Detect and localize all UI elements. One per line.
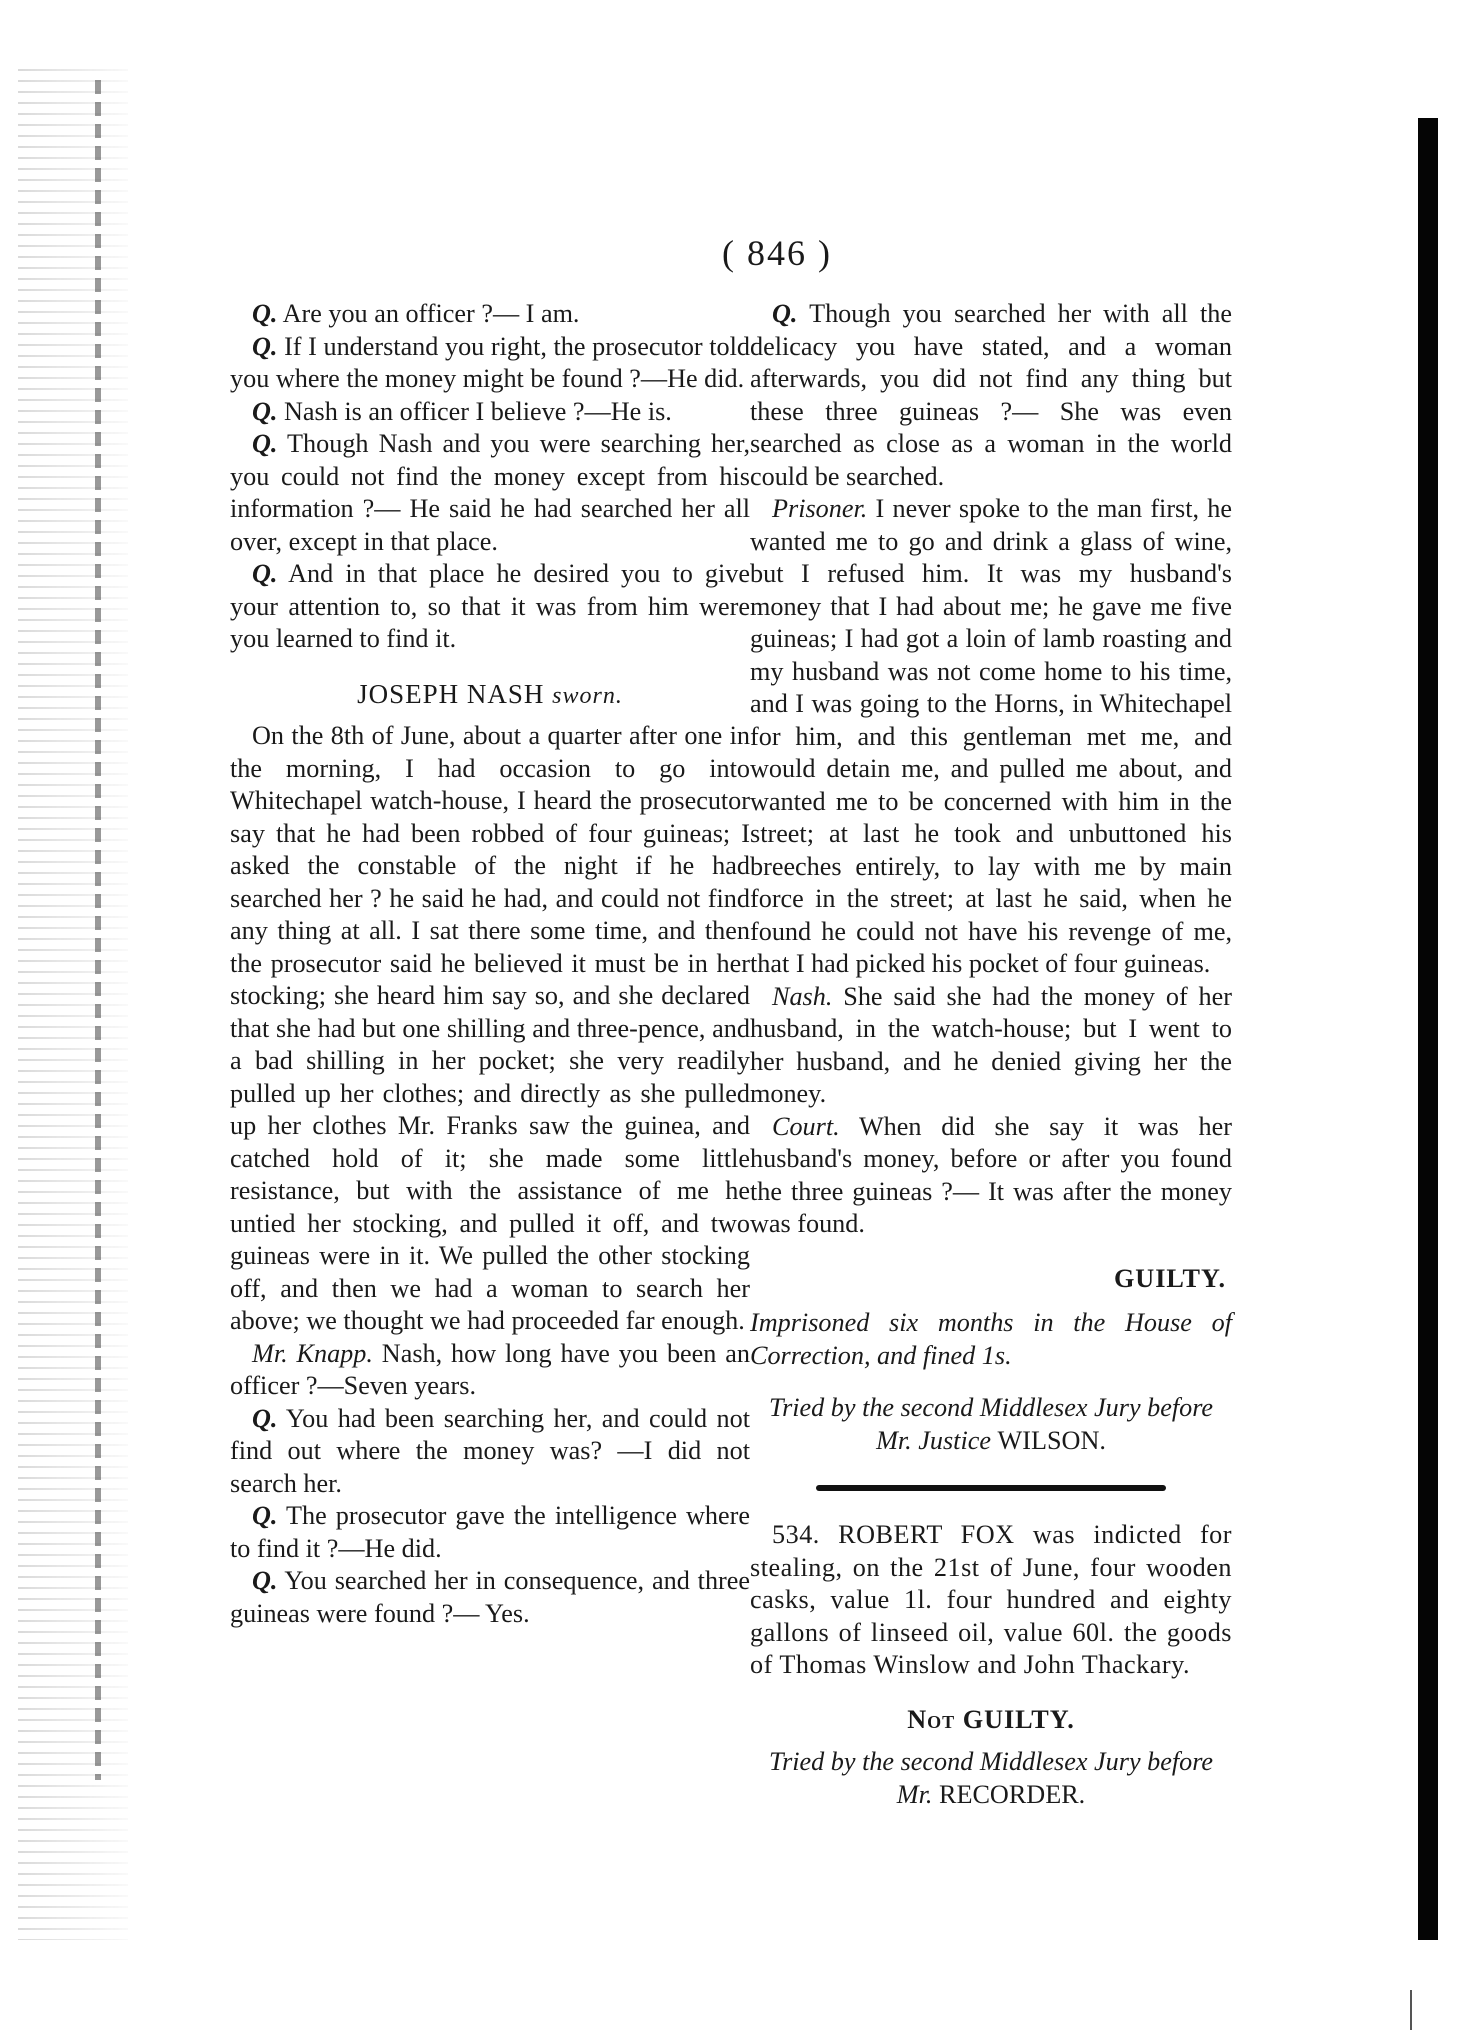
speaker-label: Nash. — [772, 981, 833, 1011]
speaker-label: Q. — [252, 429, 278, 458]
verdict-guilty: GUILTY. — [1113, 1263, 1226, 1293]
qa-text: Though Nash and you were searching her, you could not find the money except from his information ?— He said he had searched her all over, except in that place. — [230, 429, 750, 556]
case-534-text: 534. ROBERT FOX was indicted for stealing, on the 21st of June, four wooden casks, value 1l. four hundred and eighty gallons of linseed oil, value 60l. the goods of Thomas Winslow and John Thackary. — [750, 1520, 1232, 1679]
sentence-text: Imprisoned six months in the House of Correction, and fined 1s. — [750, 1308, 1232, 1370]
witness-heading — [230, 678, 750, 713]
qa-text: The prosecutor gave the intelligence where to find it ?—He did. — [230, 1501, 750, 1563]
speaker-label: Court. — [772, 1111, 840, 1141]
speaker-label: Q. — [252, 396, 278, 426]
judge-name: RECORDER. — [938, 1779, 1086, 1809]
qa-entry — [230, 558, 750, 656]
qa-block-1 — [230, 298, 750, 656]
qa-text: Though you searched her with all the delicacy you have stated, and a woman afterwards, you did not find any thing but these three guineas ?— She was even searched as close as a woman in the world could be searched. — [750, 299, 1232, 491]
qa-entry — [750, 981, 1232, 1111]
qa-block-2 — [230, 1338, 750, 1631]
qa-entry — [230, 1403, 750, 1501]
tried-by-text: Tried by the second Middlesex Jury before — [768, 1747, 1214, 1776]
qa-entry — [230, 1500, 750, 1565]
page-edge-bar — [1418, 118, 1438, 1940]
qa-entry — [750, 1111, 1232, 1241]
qa-text: When did she say it was her husband's money, before or after you found the three guineas ?— It was after the money was found. — [750, 1111, 1232, 1238]
tried-by-line — [750, 1392, 1232, 1457]
qa-text: Nash, how long have you been an officer ?—Seven years. — [230, 1338, 750, 1400]
section-divider — [816, 1485, 1166, 1491]
binding-stitch-marks — [95, 80, 101, 1780]
binding-edge-shadow — [18, 60, 128, 1940]
speaker-label: Q. — [252, 1501, 278, 1530]
qa-text: She said she had the money of her husband, in the watch-house; but I went to her husband, and he denied giving her the money. — [750, 981, 1232, 1108]
tried-by-text: Tried by the second Middlesex Jury before — [768, 1393, 1214, 1422]
qa-entry — [230, 428, 750, 558]
speaker-label: Prisoner. — [772, 494, 868, 523]
speaker-label: Q. — [252, 299, 278, 328]
speaker-label: Mr. Knapp. — [252, 1338, 373, 1368]
speaker-label: Q. — [252, 559, 278, 588]
verdict-not-guilty: Not GUILTY. — [907, 1704, 1075, 1734]
page-number: ( 846 ) — [722, 233, 832, 273]
qa-text: Nash is an officer I believe ?—He is. — [277, 396, 672, 426]
qa-text: If I understand you right, the prosecutor told you where the money might be found ?—He did. — [230, 331, 750, 393]
witness-testimony: On the 8th of June, about a quarter after one in the morning, I had occasion to go into Whitechapel watch-house, I heard the prosecutor say that he had been robbed of four guineas; I asked the constable of the night if he had searched her ? he said he had, and could not find any thing at all. I sat there some time, and then the prosecutor said he believed it must be in her stocking; she heard him say so, and she declared that she had but one shilling and three-pence, and a bad shilling in her pocket; she very readily pulled up her clothes; and directly as she pulled up her clothes Mr. Franks saw the guinea, and catched hold of it; she made some little resistance, but with the assistance of me he untied her stocking, and pulled it off, and two guineas were in it. We pulled the other stocking off, and then we had a woman to search her above; we thought we had proceeded far enough. — [230, 721, 750, 1335]
speaker-label: Q. — [252, 1403, 278, 1433]
judge-name: WILSON. — [997, 1425, 1106, 1455]
speaker-label: Q. — [252, 1566, 278, 1595]
judge-prefix: Mr. Justice — [876, 1425, 991, 1455]
qa-entry — [230, 396, 750, 429]
qa-entry — [750, 298, 1232, 493]
tried-by-line-2 — [750, 1746, 1232, 1811]
qa-entry — [230, 1338, 750, 1403]
qa-entry — [230, 331, 750, 396]
sworn-label: sworn. — [552, 682, 623, 709]
witness-name: JOSEPH NASH — [357, 678, 545, 709]
judge-prefix: Mr. — [896, 1779, 933, 1809]
page-edge-mark — [1410, 1990, 1412, 2030]
speaker-label: Q. — [772, 299, 798, 328]
qa-text: You searched her in consequence, and three guineas were found ?— Yes. — [230, 1566, 750, 1628]
qa-text: And in that place he desired you to give your attention to, so that it was from him were you learned to find it. — [230, 559, 750, 653]
qa-text: You had been searching her, and could not find out where the money was? —I did not search her. — [230, 1403, 750, 1498]
qa-entry — [230, 298, 750, 331]
qa-text: Are you an officer ?— I am. — [277, 299, 580, 328]
qa-entry — [750, 493, 1232, 981]
speaker-label: Q. — [252, 331, 278, 361]
qa-text: I never spoke to the man first, he wanted me to go and drink a glass of wine, but I refused him. It was my husband's money that I had about me; he gave me five guineas; I had got a loin of lamb roasting and my husband was not come home to his time, and I was going to the Horns, in Whitechapel for him, and this gentleman met me, and would detain me, and pulled me about, and wanted me to be concerned with him in the street; at last he took and unbuttoned his breeches entirely, to lay with me by main force in the street; at last he said, when he found he could not have his revenge of me, that I had picked his pocket of four guineas. — [750, 494, 1232, 978]
right-column — [750, 298, 1232, 1811]
left-column — [230, 298, 750, 1630]
qa-entry — [230, 1565, 750, 1630]
